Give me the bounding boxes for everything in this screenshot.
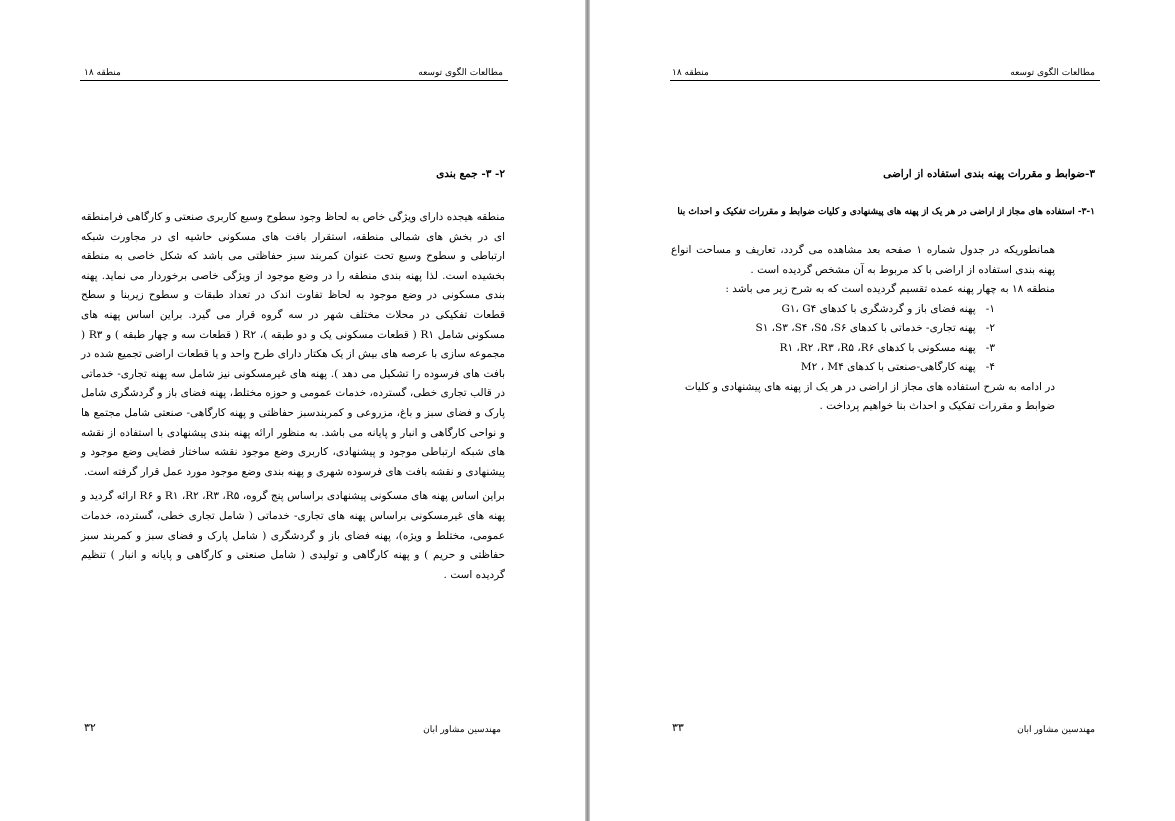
page-number: ۳۳: [672, 721, 684, 734]
page-left: [0, 0, 585, 821]
header-rule: [670, 80, 1100, 81]
list-item: [671, 300, 1055, 320]
list-item-number: ۱-: [985, 302, 995, 315]
page-number: ۳۲: [84, 721, 96, 734]
list-item-number: ۳-: [985, 341, 995, 354]
list-item-number: ۲-: [985, 322, 995, 334]
list-lead: منطقه ۱۸ به چهار پهنه عمده تقسیم گردیده است که به شرح زیر می باشد :: [725, 283, 1055, 295]
header-rule: [80, 80, 508, 81]
list-item-number: ۴-: [985, 361, 995, 373]
body-text: [671, 241, 1055, 417]
header-zone: منطقه ۱۸: [672, 68, 709, 78]
list-item: [671, 319, 1055, 339]
page-right: [590, 0, 1175, 821]
section-heading: ۲- ۳- جمع بندی: [436, 168, 505, 180]
list-item: [671, 339, 1055, 359]
list-item-text: پهنه کارگاهی-صنعتی با کدهای M۲ ، M۴: [800, 361, 976, 373]
footer-publisher: مهندسین مشاور ابان: [423, 725, 501, 735]
header-zone: منطقه ۱۸: [84, 68, 121, 78]
list-item-text: پهنه مسکونی با کدهای R۱ ،R۲ ،R۳ ،R۵ ،R۶: [779, 341, 976, 354]
paragraph: براین اساس پهنه های مسکونی پیشنهادی براساس پنج گروه، R۱ ،R۲ ،R۳ ،R۵ و R۶ ارائه گردید و پهنه های غیرمسکونی براساس پهنه های تجاری- خدماتی ( شامل تجاری خطی، گسترده، خدمات عمومی، مختلط و ویژه)، پهنه فضای باز و گردشگری ( شامل پارک و فضای سبز و کمربند سبز حفاظتی و حریم ) و پهنه کارگاهی و تولیدی ( شامل صنعتی و کارگاهی و پایانه و انبار ) تنظیم گردیده است .: [81, 490, 505, 581]
header-title: مطالعات الگوی توسعه: [418, 68, 503, 78]
footer-publisher: مهندسین مشاور ابان: [1017, 725, 1095, 735]
list-item-text: پهنه فضای باز و گردشگری با کدهای G۱، G۴: [781, 302, 976, 315]
subsection-heading: ۳-۱- استفاده های مجاز از اراضی در هر یک از پهنه های پیشنهادی و کلیات ضوابط و مقررات تفکیک و احداث بنا: [677, 207, 1095, 217]
list-item: [671, 358, 1055, 378]
intro-paragraph: همانطوریکه در جدول شماره ۱ صفحه بعد مشاهده می گردد، تعاریف و مساحت انواع پهنه بندی استفاده از اراضی با کد مربوط به آن مشخص گردیده است .: [671, 244, 1055, 276]
header-title: مطالعات الگوی توسعه: [1010, 68, 1095, 78]
list-item-text: پهنه تجاری- خدماتی با کدهای S۱ ،S۳ ،S۴ ،S۵ ،S۶: [755, 322, 976, 334]
paragraph: منطقه هیجده دارای ویژگی خاص به لحاظ وجود سطوح وسیع کاربری صنعتی و کارگاهی فرامنطقه ای در بخش های شمالی منطقه، استقرار بافت های مسکونی حاشیه ای در مجاورت شبکه ارتباطی و سطوح وسیع تحت عنوان کمربند سبز حفاظتی می باشد که شکل خاصی به منطقه بخشیده است. لذا پهنه بندی منطقه را در وضع موجود از ویژگی خاصی برخوردار می نماید. پهنه بندی مسکونی در وضع موجود به لحاظ تفاوت اندک در تعداد طبقات و سطوح زیربنا و سطح قطعات تفکیکی در محلات مختلف شهر در سه گروه قرار می گیرد. براین اساس پهنه های مسکونی شامل R۱ ( قطعات مسکونی یک و دو طبقه )، R۲ ( قطعات سه و چهار طبقه ) و R۳ ( مجموعه سازی با عرصه های بیش از یک هکتار دارای طرح واحد و یا قطعات اراضی تجمیع شده در بافت های فرسوده را تشکیل می دهد ). پهنه های غیرمسکونی نیز شامل سه پهنه تجاری- خدماتی در قالب تجاری خطی، گسترده، خدمات عمومی و حوزه مختلط، پهنه فضای باز و گردشگری شامل پارک و فضای سبز و باغ، مزروعی و کمربندسبز حفاظتی و پهنه کارگاهی- صنعتی شامل مجتمع ها و نواحی کارگاهی و انبار و پایانه می باشد. به منظور ارائه پهنه بندی پیشنهادی با استفاده از نقشه های شبکه ارتباطی موجود و پیشنهادی، کاربری وضع موجود نقشه ساختار فضایی وضع موجود و پیشنهادی و نقشه بافت های فرسوده شهری و پهنه بندی وضع موجود مورد عمل قرار گرفته است.: [81, 211, 505, 478]
body-text: [81, 208, 505, 590]
closing-paragraph: در ادامه به شرح استفاده های مجاز از اراضی در هر یک از پهنه های پیشنهادی و کلیات ضوابط و مقررات تفکیک و احداث بنا خواهیم پرداخت .: [684, 380, 1055, 412]
section-heading: ۳-ضوابط و مقررات پهنه بندی استفاده از اراضی: [883, 168, 1095, 180]
